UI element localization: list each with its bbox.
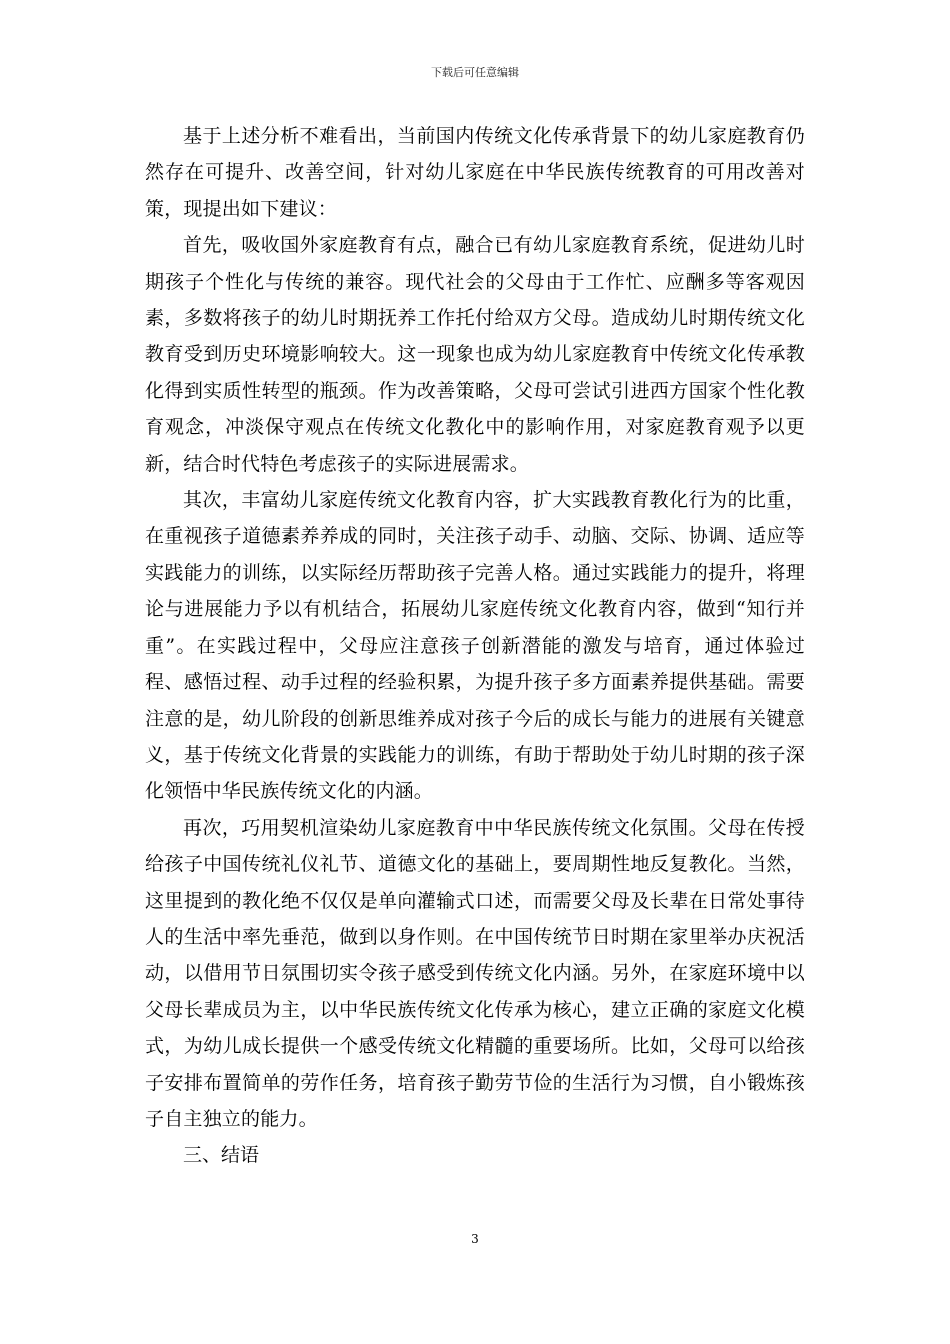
paragraph-second-suggestion: 其次，丰富幼儿家庭传统文化教育内容，扩大实践教育教化行为的比重，在重视孩子道德素养养成的同时，关注孩子动手、动脑、交际、协调、适应等实践能力的训练，以实际经历帮助孩子完善人格。通过实践能力的提升，将理论与进展能力予以有机结合，拓展幼儿家庭传统文化教育内容，做到“知行并重”。在实践过程中，父母应注意孩子创新潜能的激发与培育，通过体验过程、感悟过程、动手过程的经验积累，为提升孩子多方面素养提供基础。需要注意的是，幼儿阶段的创新思维养成对孩子今后的成长与能力的进展有关键意义，基于传统文化背景的实践能力的训练，有助于帮助处于幼儿时期的孩子深化领悟中华民族传统文化的内涵。 [145, 489, 805, 803]
page-number: 3 [471, 1232, 479, 1246]
document-body [145, 118, 805, 1174]
page-header: 下载后可任意编辑 [431, 66, 519, 79]
paragraph-intro: 基于上述分析不难看出，当前国内传统文化传承背景下的幼儿家庭教育仍然存在可提升、改善空间，针对幼儿家庭在中华民族传统教育的可用改善对策，现提出如下建议： [145, 125, 805, 220]
paragraph-first-suggestion: 首先，吸收国外家庭教育有点，融合已有幼儿家庭教育系统，促进幼儿时期孩子个性化与传统的兼容。现代社会的父母由于工作忙、应酬多等客观因素，多数将孩子的幼儿时期抚养工作托付给双方父母。造成幼儿时期传统文化教育受到历史环境影响较大。这一现象也成为幼儿家庭教育中传统文化传承教化得到实质性转型的瓶颈。作为改善策略，父母可尝试引进西方国家个性化教育观念，冲淡保守观点在传统文化教化中的影响作用，对家庭教育观予以更新，结合时代特色考虑孩子的实际进展需求。 [145, 234, 805, 475]
paragraph-third-suggestion: 再次，巧用契机渲染幼儿家庭教育中中华民族传统文化氛围。父母在传授给孩子中国传统礼仪礼节、道德文化的基础上，要周期性地反复教化。当然，这里提到的教化绝不仅仅是单向灌输式口述，而需要父母及长辈在日常处事待人的生活中率先垂范，做到以身作则。在中国传统节日时期在家里举办庆祝活动，以借用节日氛围切实令孩子感受到传统文化内涵。另外，在家庭环境中以父母长辈成员为主，以中华民族传统文化传承为核心，建立正确的家庭文化模式，为幼儿成长提供一个感受传统文化精髓的重要场所。比如，父母可以给孩子安排布置简单的劳作任务，培育孩子勤劳节俭的生活行为习惯，自小锻炼孩子自主独立的能力。 [145, 816, 805, 1130]
section-heading-conclusion: 三、结语 [183, 1144, 260, 1167]
